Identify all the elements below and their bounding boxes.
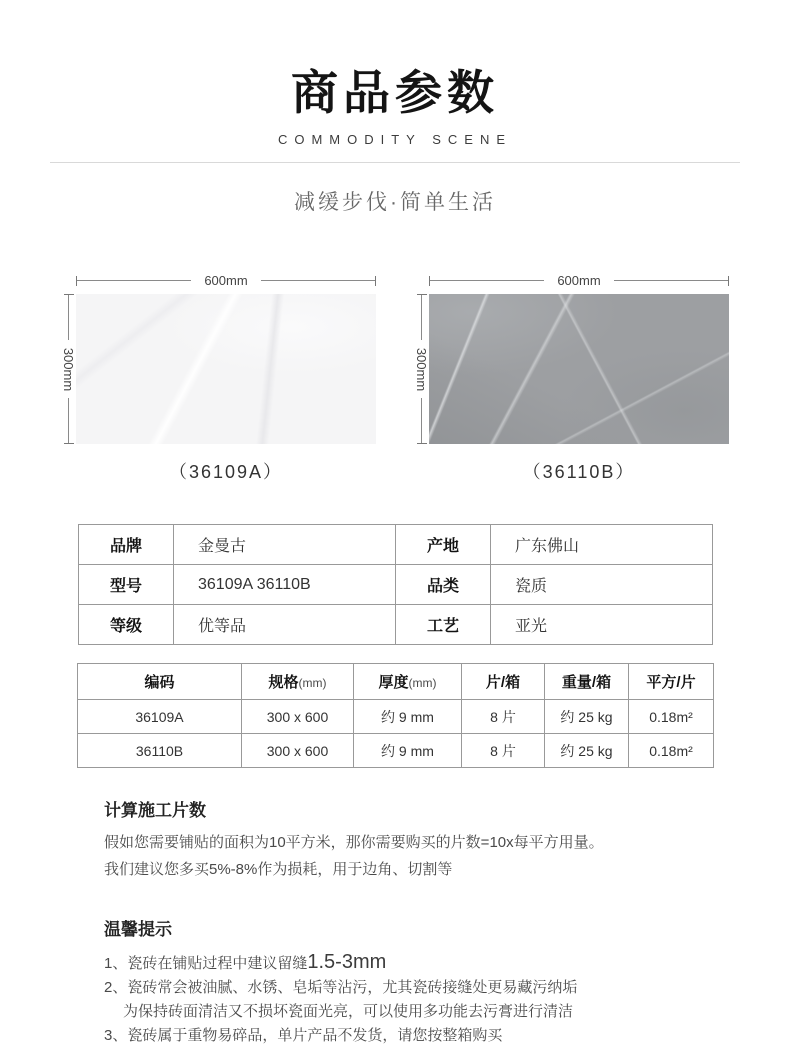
spec-label-craft: 工艺 <box>396 605 491 645</box>
header-main: 片/箱 <box>485 674 521 692</box>
size-table-header-row <box>78 664 714 700</box>
tile-figure-36109A <box>61 273 376 484</box>
header-main: 平方/片 <box>646 674 696 692</box>
header-main: 厚度 <box>378 674 409 692</box>
tile-image-white-marble <box>76 294 376 444</box>
size-table <box>77 663 714 768</box>
size-header-area-per-piece <box>629 664 714 700</box>
header-sub: (mm) <box>298 676 327 691</box>
dimension-line <box>430 280 544 281</box>
height-dimension <box>61 294 76 444</box>
tile-figure-body <box>414 294 729 444</box>
spec-row <box>79 605 713 645</box>
tip-item-3 <box>104 1024 730 1048</box>
size-cell-area: 0.18m² <box>629 734 714 768</box>
dimension-line <box>421 398 422 443</box>
header-divider <box>50 162 740 163</box>
dimension-line <box>614 280 728 281</box>
header-main: 编码 <box>144 674 175 692</box>
size-cell-pieces: 8 片 <box>462 700 545 734</box>
dimension-tick <box>417 443 427 444</box>
tip-text: 瓷砖在铺贴过程中建议留缝 <box>127 955 308 973</box>
size-cell-spec: 300 x 600 <box>242 734 354 768</box>
spec-label-brand: 品牌 <box>79 525 174 565</box>
calc-heading: 计算施工片数 <box>104 801 206 821</box>
spec-row <box>79 565 713 605</box>
spec-value-origin: 广东佛山 <box>491 525 713 565</box>
spec-label-origin: 产地 <box>396 525 491 565</box>
tips-section <box>104 915 730 1048</box>
height-dimension-label-wrap <box>414 340 429 398</box>
size-header-pieces-per-box <box>462 664 545 700</box>
height-dimension-label-wrap <box>61 340 76 398</box>
size-cell-code: 36110B <box>78 734 242 768</box>
tip-text: 瓷砖常会被油腻、水锈、皂垢等沾污，尤其瓷砖接缝处更易藏污纳垢 <box>127 979 578 997</box>
dimension-tick <box>728 276 729 286</box>
width-dimension-label: 600mm <box>204 273 248 289</box>
spec-value-craft: 亚光 <box>491 605 713 645</box>
dimension-line <box>77 280 191 281</box>
width-dimension-label: 600mm <box>557 273 601 289</box>
tile-image-gray-marble <box>429 294 729 444</box>
size-cell-area: 0.18m² <box>629 700 714 734</box>
size-cell-thickness: 约 9 mm <box>354 700 462 734</box>
dimension-tick <box>375 276 376 286</box>
tip-number: 2、 <box>104 979 128 997</box>
dimension-tick <box>64 443 74 444</box>
header-sub: (mm) <box>408 676 437 691</box>
dimension-line <box>421 295 422 340</box>
height-dimension <box>414 294 429 444</box>
calc-line-1: 假如您需要铺贴的面积为10平方米，那你需要购买的片数=10x每平方用量。 <box>104 834 604 852</box>
tip-item-2 <box>104 976 730 1000</box>
tip-text: 瓷砖属于重物易碎品，单片产品不发货，请您按整箱购买 <box>127 1027 503 1045</box>
tile-figure-body <box>61 294 376 444</box>
page-title: 商品参数 <box>291 66 499 119</box>
tile-figures-row <box>0 273 790 484</box>
height-dimension-label: 300mm <box>61 347 77 391</box>
dimension-line <box>261 280 375 281</box>
header-main: 规格 <box>268 674 299 692</box>
width-dimension <box>429 273 729 288</box>
spec-value-grade: 优等品 <box>174 605 396 645</box>
tip-number: 1、 <box>104 955 128 973</box>
size-header-spec <box>242 664 354 700</box>
page-subtitle-en: COMMODITY SCENE <box>277 132 513 148</box>
header-main: 重量/箱 <box>561 674 612 692</box>
tip-emphasis: 1.5-3mm <box>307 951 387 974</box>
spec-value-brand: 金曼古 <box>174 525 396 565</box>
tip-item-2-continuation: 为保持砖面清洁又不损坏瓷面光亮，可以使用多功能去污膏进行清洁 <box>123 1003 574 1021</box>
spec-row <box>79 525 713 565</box>
spec-value-category: 瓷质 <box>491 565 713 605</box>
size-cell-weight: 约 25 kg <box>545 700 629 734</box>
size-cell-thickness: 约 9 mm <box>354 734 462 768</box>
height-dimension-label: 300mm <box>414 347 430 391</box>
spec-table <box>78 524 713 645</box>
size-header-weight-per-box <box>545 664 629 700</box>
size-header-code <box>78 664 242 700</box>
spec-label-model: 型号 <box>79 565 174 605</box>
spec-label-grade: 等级 <box>79 605 174 645</box>
tile-caption: （36109A） <box>168 462 284 483</box>
calc-line-2: 我们建议您多买5%-8%作为损耗，用于边角、切割等 <box>104 861 453 879</box>
tile-figure-36110B <box>414 273 729 484</box>
width-dimension <box>76 273 376 288</box>
size-cell-spec: 300 x 600 <box>242 700 354 734</box>
size-cell-code: 36109A <box>78 700 242 734</box>
calc-body <box>104 829 730 883</box>
tip-number: 3、 <box>104 1027 128 1045</box>
dimension-line <box>68 295 69 340</box>
dimension-line <box>68 398 69 443</box>
tagline: 减缓步伐·简单生活 <box>294 191 496 215</box>
tip-item-1 <box>104 950 730 976</box>
tile-caption: （36110B） <box>522 462 636 483</box>
size-cell-weight: 约 25 kg <box>545 734 629 768</box>
calc-section <box>104 796 730 883</box>
tips-body <box>104 950 730 1048</box>
size-row-36110B <box>78 734 714 768</box>
spec-value-model: 36109A 36110B <box>174 565 396 605</box>
spec-label-category: 品类 <box>396 565 491 605</box>
tips-heading: 温馨提示 <box>104 920 172 940</box>
size-header-thickness <box>354 664 462 700</box>
size-row-36109A <box>78 700 714 734</box>
size-cell-pieces: 8 片 <box>462 734 545 768</box>
